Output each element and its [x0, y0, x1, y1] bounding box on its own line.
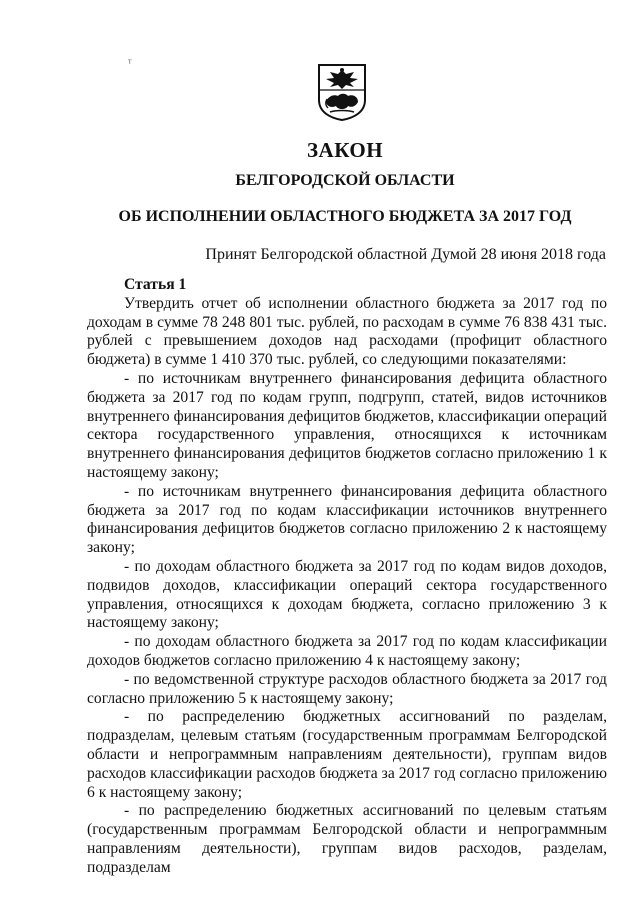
paragraph: - по распределению бюджетных ассигнований по разделам, подразделам, целевым статьям (государственным программам Белгородской области и непрограммным направлениям деятельности), группам видов расходов классификации расходов бюджета за 2017 год согласно приложению 6 к настоящему закону; [87, 708, 607, 801]
coat-of-arms-icon [316, 62, 368, 122]
document-body [87, 270, 607, 878]
stray-scan-mark: ᵀ [128, 58, 132, 69]
paragraph: - по ведомственной структуре расходов областного бюджета за 2017 год согласно приложению 5 к настоящему закону; [87, 670, 607, 707]
paragraph: Утвердить отчет об исполнении областного бюджета за 2017 год по доходам в сумме 78 248 801 тыс. рублей, по расходам в сумме 76 838 431 тыс. рублей с превышением доходов над расходами (профицит областного бюджета) в сумме 1 410 370 тыс. рублей, со следующими показателями: [87, 294, 607, 369]
paragraph: - по распределению бюджетных ассигнований по целевым статьям (государственным программам Белгородской области и непрограммным направлениям деятельности), группам видов расходов, разделам, подразделам [87, 802, 607, 876]
law-subject: ОБ ИСПОЛНЕНИИ ОБЛАСТНОГО БЮДЖЕТА ЗА 2017 ГОД [118, 208, 572, 225]
paragraph: - по источникам внутреннего финансирования дефицита областного бюджета за 2017 год по кодам классификации источников внутреннего финансирования дефицитов бюджетов согласно приложению 2 к настоящему закону; [87, 482, 607, 557]
paragraph: - по доходам областного бюджета за 2017 год по кодам классификации доходов бюджетов согласно приложению 4 к настоящему закону; [87, 633, 607, 669]
paragraph: - по источникам внутреннего финансирования дефицита областного бюджета за 2017 год по кодам групп, подгрупп, статей, видов источников внутреннего финансирования дефицитов бюджетов, классификации операций сектора государственного управления, относящихся к источникам внутреннего финансирования дефицитов бюджетов согласно приложению 1 к настоящему закону; [87, 369, 607, 481]
region-title: БЕЛГОРОДСКОЙ ОБЛАСТИ [235, 172, 455, 189]
article-title: Статья 1 [124, 276, 187, 293]
law-title: ЗАКОН [306, 138, 384, 162]
adoption-note: Принят Белгородской областной Думой 28 июня 2018 года [205, 246, 606, 263]
paragraph: - по доходам областного бюджета за 2017 год по кодам видов доходов, подвидов доходов, классификации операций сектора государственного управления, относящихся к доходам бюджета, согласно приложению 3 к настоящему закону; [87, 557, 607, 632]
